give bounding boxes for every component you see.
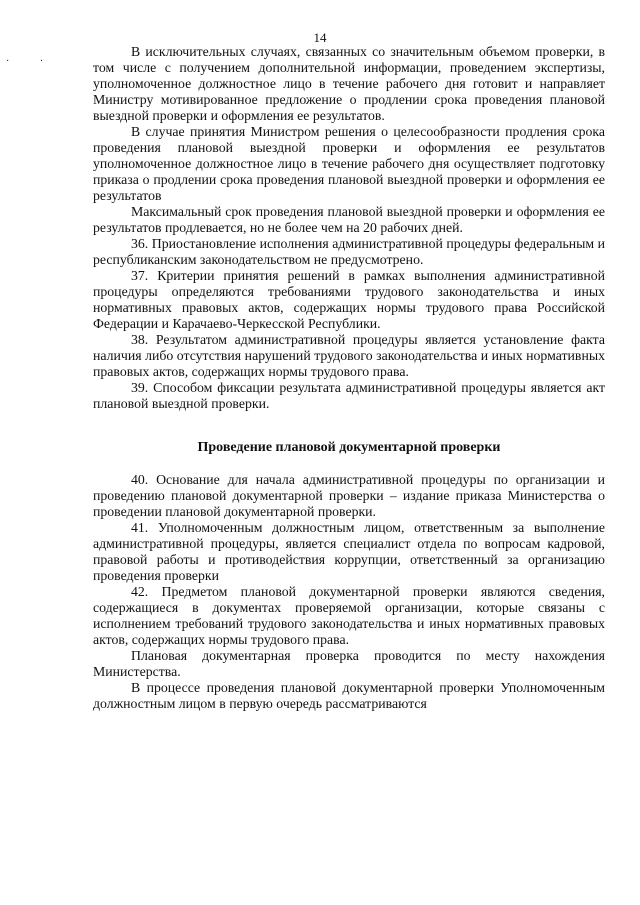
paragraph-item-41: 41. Уполномоченным должностным лицом, ответственным за выполнение административной процедуры, является специалист отдела по вопросам кадровой, правовой работы и противодействия коррупции, ответственный за организацию проведения проверки xyxy=(93,520,605,583)
paragraph-item-40: 40. Основание для начала административной процедуры по организации и проведению плановой документарной проверки – издание приказа Министерства о проведении плановой документарной проверки. xyxy=(93,472,605,519)
page-number: 14 xyxy=(313,30,327,45)
paragraph: В исключительных случаях, связанных со значительным объемом проверки, в том числе с получением дополнительной информации, проведением экспертизы, уполномоченное должностное лицо в течение рабочего дня готовит и направляет Министру мотивированное предложение о продлении срока проведения плановой выездной проверки и оформления ее результатов. xyxy=(93,44,605,123)
paragraph: В случае принятия Министром решения о целесообразности продления срока проведения плановой выездной проверки и оформления ее результатов уполномоченное должностное лицо в течение рабочего дня осуществляет подготовку приказа о продлении срока проведения плановой выездной проверки и оформления ее результатов xyxy=(93,124,605,203)
paragraph-item-39: 39. Способом фиксации результата административной процедуры является акт плановой выездной проверки. xyxy=(93,380,605,411)
margin-marks: · · xyxy=(6,56,58,67)
paragraph-item-38: 38. Результатом административной процедуры является установление факта наличия либо отсутствия нарушений трудового законодательства и иных нормативных правовых актов, содержащих нормы трудового права. xyxy=(93,332,605,379)
document-body xyxy=(93,44,605,712)
paragraph: В процессе проведения плановой документарной проверки Уполномоченным должностным лицом в первую очередь рассматриваются xyxy=(93,680,605,711)
paragraph-item-37: 37. Критерии принятия решений в рамках выполнения административной процедуры определяются требованиями трудового законодательства и иных нормативных правовых актов, содержащих нормы трудового права Российской Федерации и Карачаево-Черкесской Республики. xyxy=(93,268,605,331)
paragraph: Максимальный срок проведения плановой выездной проверки и оформления ее результатов продлевается, но не более чем на 20 рабочих дней. xyxy=(93,204,605,235)
paragraph-item-36: 36. Приостановление исполнения административной процедуры федеральным и республиканским законодательством не предусмотрено. xyxy=(93,236,605,267)
paragraph-item-42: 42. Предметом плановой документарной проверки являются сведения, содержащиеся в документах проверяемой организации, которые связаны с исполнением требований трудового законодательства и иных нормативных правовых актов, содержащих нормы трудового права. xyxy=(93,584,605,647)
section-heading: Проведение плановой документарной проверки xyxy=(197,440,501,455)
paragraph: Плановая документарная проверка проводится по месту нахождения Министерства. xyxy=(93,648,605,679)
